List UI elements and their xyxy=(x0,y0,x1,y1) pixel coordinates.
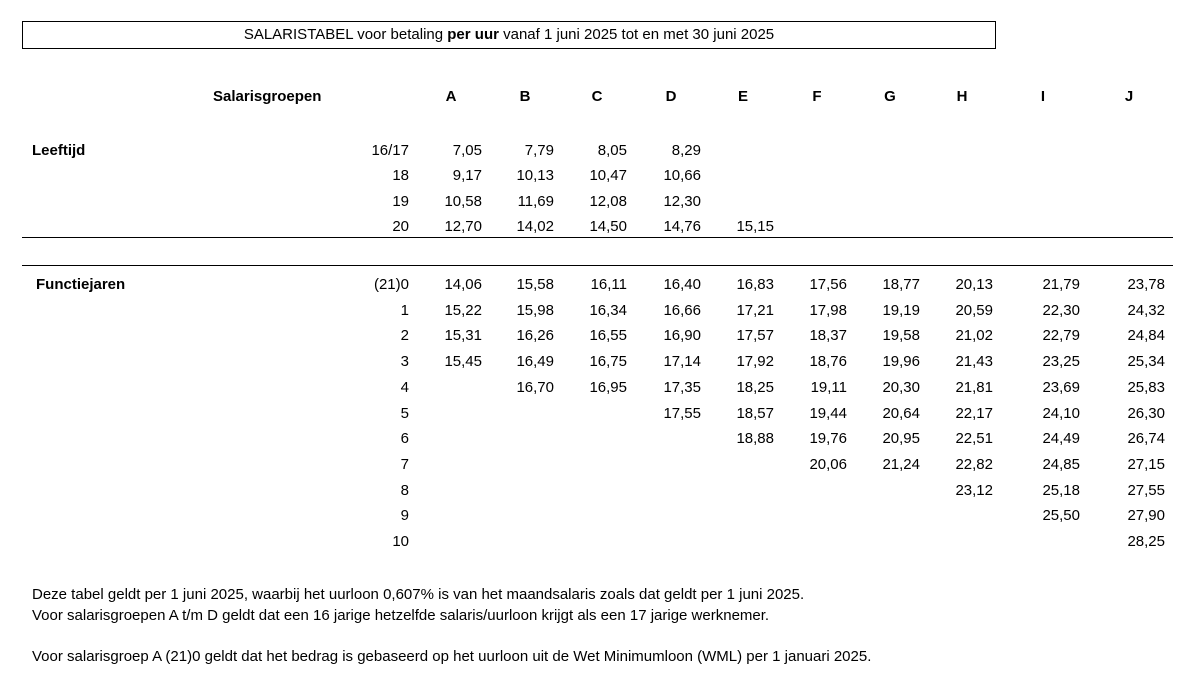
years-row-key: 4 xyxy=(400,378,409,396)
years-cell: 17,21 xyxy=(736,301,774,319)
years-row-key: 3 xyxy=(400,353,409,371)
years-cell: 18,37 xyxy=(809,327,847,345)
years-cell: 17,14 xyxy=(663,353,701,371)
title-part1: SALARISTABEL voor betaling xyxy=(243,26,448,43)
age-cell: 12,70 xyxy=(444,217,482,235)
group-header-d: D xyxy=(665,88,677,105)
years-cell: 18,88 xyxy=(736,430,774,448)
years-cell: 20,13 xyxy=(955,276,993,293)
years-cell: 16,49 xyxy=(516,353,554,371)
years-cell: 27,15 xyxy=(1127,455,1165,473)
years-cell: 17,35 xyxy=(663,378,701,396)
years-cell: 16,66 xyxy=(663,301,701,319)
years-cell: 16,90 xyxy=(663,327,701,345)
age-row-key: 18 xyxy=(392,167,409,185)
age-cell: 7,79 xyxy=(524,142,554,159)
years-cell: 21,02 xyxy=(955,327,993,345)
years-cell: 17,56 xyxy=(809,276,847,293)
age-cell: 7,05 xyxy=(452,142,482,159)
salary-groups-label: Salarisgroepen xyxy=(213,88,322,105)
years-cell: 22,82 xyxy=(955,455,993,473)
years-cell: 25,18 xyxy=(1042,481,1080,499)
group-header-e: E xyxy=(737,88,748,105)
years-cell: 22,17 xyxy=(955,404,993,422)
years-cell: 16,34 xyxy=(589,301,627,319)
years-cell: 27,90 xyxy=(1127,507,1165,525)
years-cell: 18,77 xyxy=(882,276,920,293)
years-cell: 17,57 xyxy=(736,327,774,345)
years-cell: 16,83 xyxy=(736,276,774,293)
years-cell: 25,83 xyxy=(1127,378,1165,396)
age-cell: 14,50 xyxy=(589,217,627,235)
years-cell: 26,30 xyxy=(1127,404,1165,422)
years-cell: 19,11 xyxy=(810,378,847,396)
years-cell: 24,32 xyxy=(1127,301,1165,319)
years-cell: 20,30 xyxy=(882,378,920,396)
years-row-key: 2 xyxy=(400,327,409,345)
group-header-j: J xyxy=(1124,88,1134,105)
years-cell: 27,55 xyxy=(1127,481,1165,499)
age-cell: 14,76 xyxy=(663,217,701,235)
years-cell: 15,45 xyxy=(444,353,482,371)
age-row-key: 19 xyxy=(392,192,409,210)
years-row-key: 9 xyxy=(400,507,409,525)
years-row-key: 1 xyxy=(400,301,409,319)
years-cell: 16,55 xyxy=(589,327,627,345)
years-cell: 16,26 xyxy=(516,327,554,345)
years-cell: 26,74 xyxy=(1127,430,1165,448)
years-cell: 20,59 xyxy=(955,301,993,319)
age-cell: 11,69 xyxy=(517,192,554,210)
years-cell: 21,43 xyxy=(955,353,993,371)
years-cell: 19,96 xyxy=(882,353,920,371)
age-cell: 8,29 xyxy=(671,142,701,159)
years-cell: 23,78 xyxy=(1127,276,1165,293)
years-cell: 20,06 xyxy=(809,455,847,473)
years-cell: 19,19 xyxy=(882,301,920,319)
years-row-key: 6 xyxy=(400,430,409,448)
years-row-key: 10 xyxy=(392,533,409,550)
age-section-label: Leeftijd xyxy=(32,142,86,159)
years-cell: 22,79 xyxy=(1042,327,1080,345)
divider-bottom xyxy=(22,265,1173,266)
years-cell: 15,22 xyxy=(444,301,482,319)
age-cell: 10,58 xyxy=(444,192,482,210)
years-cell: 16,70 xyxy=(516,378,554,396)
years-cell: 24,10 xyxy=(1042,404,1080,422)
age-cell: 10,66 xyxy=(663,167,701,185)
years-cell: 17,92 xyxy=(736,353,774,371)
group-header-h: H xyxy=(956,88,968,105)
years-cell: 18,25 xyxy=(736,378,774,396)
years-cell: 21,79 xyxy=(1042,276,1080,293)
years-row-key: 7 xyxy=(400,455,409,473)
age-cell: 9,17 xyxy=(452,167,482,185)
years-cell: 24,85 xyxy=(1042,455,1080,473)
group-header-b: B xyxy=(519,88,531,105)
years-cell: 20,64 xyxy=(882,404,920,422)
years-cell: 25,50 xyxy=(1042,507,1080,525)
note-1: Deze tabel geldt per 1 juni 2025, waarbij het uurloon 0,607% is van het maandsalaris zoals dat geldt per 1 juni 2025. xyxy=(32,586,805,603)
group-header-g: G xyxy=(884,88,896,105)
years-cell: 18,76 xyxy=(809,353,847,371)
group-header-i: I xyxy=(1040,88,1046,105)
years-cell: 15,98 xyxy=(516,301,554,319)
years-row-key: (21)0 xyxy=(373,276,409,293)
years-cell: 15,58 xyxy=(516,276,554,293)
years-cell: 24,49 xyxy=(1042,430,1080,448)
years-cell: 17,55 xyxy=(663,404,701,422)
note-2: Voor salarisgroepen A t/m D geldt dat een 16 jarige hetzelfde salaris/uurloon krijgt als een 17 jarige werknemer. xyxy=(32,607,770,624)
years-cell: 23,12 xyxy=(955,481,993,499)
years-cell: 20,95 xyxy=(882,430,920,448)
years-cell: 16,95 xyxy=(589,378,627,396)
years-cell: 15,31 xyxy=(444,327,482,345)
age-cell: 12,08 xyxy=(589,192,627,210)
group-header-c: C xyxy=(591,88,603,105)
age-row-key: 16/17 xyxy=(371,142,409,159)
years-cell: 22,30 xyxy=(1042,301,1080,319)
note-3: Voor salarisgroep A (21)0 geldt dat het bedrag is gebaseerd op het uurloon uit de Wet Minimumloon (WML) per 1 januari 2025. xyxy=(32,648,872,665)
years-row-key: 5 xyxy=(400,404,409,422)
years-cell: 16,75 xyxy=(589,353,627,371)
years-cell: 24,84 xyxy=(1127,327,1165,345)
years-cell: 28,25 xyxy=(1127,533,1165,550)
years-cell: 25,34 xyxy=(1127,353,1165,371)
group-header-f: F xyxy=(812,88,822,105)
years-section-label: Functiejaren xyxy=(36,276,126,293)
years-cell: 16,11 xyxy=(590,276,627,293)
age-cell: 12,30 xyxy=(663,192,701,210)
group-header-a: A xyxy=(445,88,457,105)
years-cell: 23,25 xyxy=(1042,353,1080,371)
years-cell: 19,44 xyxy=(809,404,847,422)
years-cell: 14,06 xyxy=(444,276,482,293)
title-bold: per uur xyxy=(447,26,499,43)
divider-top xyxy=(22,237,1173,238)
age-cell: 10,13 xyxy=(516,167,554,185)
years-cell: 22,51 xyxy=(955,430,993,448)
age-cell: 8,05 xyxy=(597,142,627,159)
years-cell: 21,81 xyxy=(955,378,993,396)
years-cell: 19,76 xyxy=(809,430,847,448)
years-cell: 18,57 xyxy=(736,404,774,422)
years-cell: 23,69 xyxy=(1042,378,1080,396)
age-cell: 15,15 xyxy=(736,217,774,235)
title-part2: vanaf 1 juni 2025 tot en met 30 juni 2025 xyxy=(498,26,775,43)
age-cell: 10,47 xyxy=(589,167,627,185)
years-cell: 19,58 xyxy=(882,327,920,345)
years-row-key: 8 xyxy=(400,481,409,499)
age-cell: 14,02 xyxy=(516,217,554,235)
years-cell: 16,40 xyxy=(663,276,701,293)
age-row-key: 20 xyxy=(392,217,409,235)
years-cell: 17,98 xyxy=(809,301,847,319)
years-cell: 21,24 xyxy=(882,455,920,473)
table-title xyxy=(22,21,996,49)
